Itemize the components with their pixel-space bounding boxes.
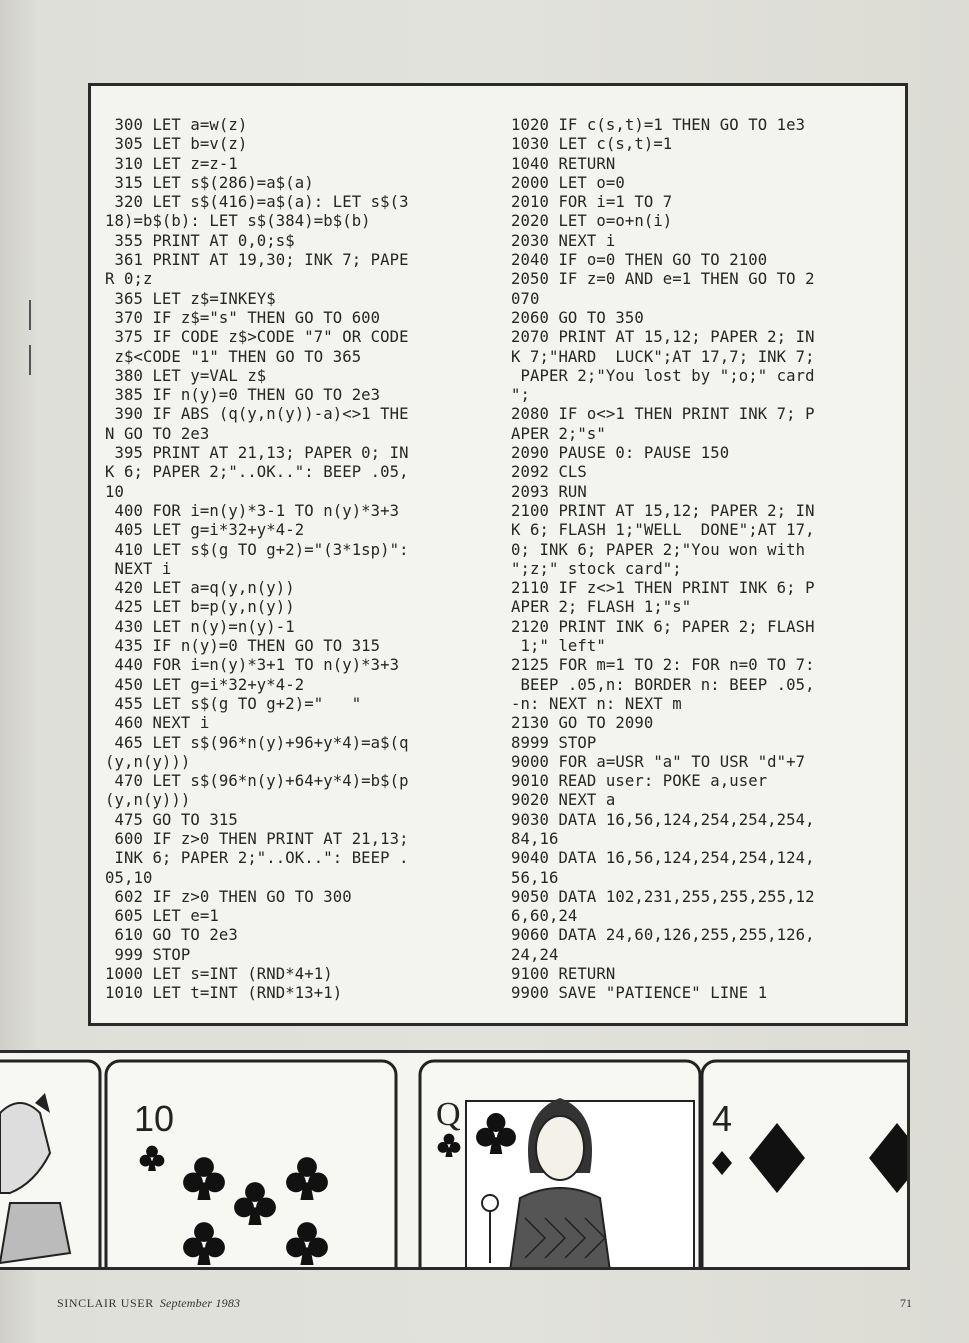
- listing-left-column: 300 LET a=w(z) 305 LET b=v(z) 310 LET z=z-1 315 LET s$(286)=a$(a) 320 LET s$(416)=a$(a): LET s$(3 18)=b$(b): LET s$(384)=b$(b) 355 PRINT AT 0,0;s$ 361 PRINT AT 19,30; INK 7; PAPE R 0;z 365 LET z$=INKEY$ 370 IF z$="s" THEN GO TO 600 375 IF CODE z$>CODE "7" OR CODE z$<CODE "1" THEN GO TO 365 380 LET y=VAL z$ 385 IF n(y)=0 THEN GO TO 2e3 390 IF ABS (q(y,n(y))-a)<>1 THE N GO TO 2e3 395 PRINT AT 21,13; PAPER 0; IN K 6; PAPER 2;"..OK..": BEEP .05, 10 400 FOR i=n(y)*3-1 TO n(y)*3+3 405 LET g=i*32+y*4-2 410 LET s$(g TO g+2)="(3*1sp)": NEXT i 420 LET a=q(y,n(y)) 425 LET b=p(y,n(y)) 430 LET n(y)=n(y)-1 435 IF n(y)=0 THEN GO TO 315 440 FOR i=n(y)*3+1 TO n(y)*3+3 450 LET g=i*32+y*4-2 455 LET s$(g TO g+2)=" " 460 NEXT i 465 LET s$(96*n(y)+96+y*4)=a$(q (y,n(y))) 470 LET s$(96*n(y)+64+y*4)=b$(p (y,n(y))) 475 GO TO 315 600 IF z>0 THEN PRINT AT 21,13; INK 6; PAPER 2;"..OK..": BEEP . 05,10 602 IF z>0 THEN GO TO 300 605 LET e=1 610 GO TO 2e3 999 STOP 1000 LET s=INT (RND*4+1) 1010 LET t=INT (RND*13+1): [105, 116, 409, 1003]
- queen-rank-label: Q: [436, 1096, 461, 1133]
- program-listing-box: [88, 83, 908, 1026]
- issue-date: September 1983: [159, 1296, 241, 1310]
- four-rank-label: 4: [712, 1098, 733, 1139]
- cards-artwork: [0, 1053, 910, 1270]
- playing-cards-illustration: [0, 1050, 910, 1270]
- queen-of-clubs-card: [420, 1061, 700, 1270]
- listing-right-column: 1020 IF c(s,t)=1 THEN GO TO 1e3 1030 LET c(s,t)=1 1040 RETURN 2000 LET o=0 2010 FOR i=1 TO 7 2020 LET o=o+n(i) 2030 NEXT i 2040 IF o=0 THEN GO TO 2100 2050 IF z=0 AND e=1 THEN GO TO 2 070 2060 GO TO 350 2070 PRINT AT 15,12; PAPER 2; IN K 7;"HARD LUCK";AT 17,7; INK 7; PAPER 2;"You lost by ";o;" card "; 2080 IF o<>1 THEN PRINT INK 7; P APER 2;"s" 2090 PAUSE 0: PAUSE 150 2092 CLS 2093 RUN 2100 PRINT AT 15,12; PAPER 2; IN K 6; FLASH 1;"WELL DONE";AT 17, 0; INK 6; PAPER 2;"You won with ";z;" stock card"; 2110 IF z<>1 THEN PRINT INK 6; P APER 2; FLASH 1;"s" 2120 PRINT INK 6; PAPER 2; FLASH 1;" left" 2125 FOR m=1 TO 2: FOR n=0 TO 7: BEEP .05,n: BORDER n: BEEP .05, -n: NEXT n: NEXT m 2130 GO TO 2090 8999 STOP 9000 FOR a=USR "a" TO USR "d"+7 9010 READ user: POKE a,user 9020 NEXT a 9030 DATA 16,56,124,254,254,254, 84,16 9040 DATA 16,56,124,254,254,124, 56,16 9050 DATA 102,231,255,255,255,12 6,60,24 9060 DATA 24,60,126,255,255,126, 24,24 9100 RETURN 9900 SAVE "PATIENCE" LINE 1: [511, 116, 815, 1003]
- binding-mark-lower: [29, 345, 31, 375]
- four-of-diamonds-card: [702, 1061, 910, 1270]
- ten-of-clubs-card: [106, 1061, 396, 1270]
- binding-mark-upper: [29, 300, 31, 330]
- ten-rank-label: 10: [134, 1098, 175, 1139]
- magazine-footer: [57, 1296, 240, 1311]
- page-number: 71: [900, 1296, 912, 1310]
- jack-card: [0, 1061, 100, 1270]
- queen-face-icon: [536, 1116, 584, 1180]
- magazine-title: SINCLAIR USER: [57, 1296, 154, 1310]
